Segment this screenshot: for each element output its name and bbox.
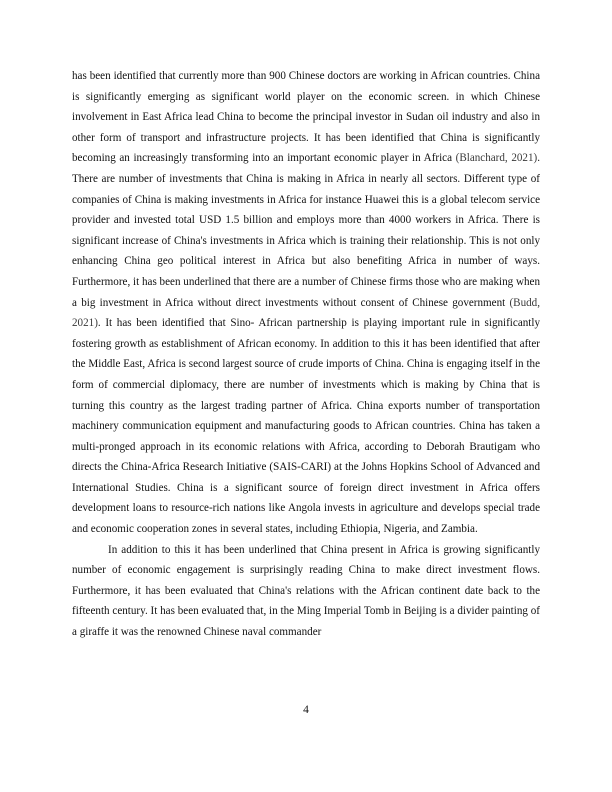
paragraph-text: . It has been identified that Sino- African partnership is playing important rule in significantly fostering growth as establishment of African economy. In addition to this it has been identified that after the Middle East, Africa is second largest source of crude imports of China. China is engaging itself in the form of commercial diplomacy, there are number of investments which is making by China that is turning this country as the largest trading partner of Africa. China exports number of transportation machinery communication equipment and manufacturing goods to African countries. China has taken a multi-pronged approach in its economic relations with Africa, according to Deborah Brautigam who directs the China-Africa Research Initiative (SAIS-CARI) at the Johns Hopkins School of Advanced and International Studies. China is a significant source of foreign direct investment in Africa offers development loans to resource-rich nations like Angola invests in agriculture and develops special trade and economic cooperation zones in several states, including Ethiopia, Nigeria, and Zambia. bbox=[72, 317, 540, 536]
paragraph-text: has been identified that currently more than 900 Chinese doctors are working in African countries. China is significantly emerging as significant world player on the economic screen. in which Chinese involvement in East Africa lead China to become the principal investor in Sudan oil industry and also in other form of transport and infrastructure projects. It has been identified that China is significantly becoming an increasingly transforming into an important economic player in Africa bbox=[72, 70, 540, 165]
body-text bbox=[72, 66, 540, 643]
paragraph: In addition to this it has been underlined that China present in Africa is growing significantly number of economic engagement is surprisingly reading China to make direct investment flows. Furthermore, it has been evaluated that China's relations with the African continent date back to the fifteenth century. It has been evaluated that, in the Ming Imperial Tomb in Beijing is a divider painting of a giraffe it was the renowned Chinese naval commander bbox=[72, 543, 540, 639]
citation: (Blanchard, 2021) bbox=[455, 152, 538, 165]
paragraph bbox=[72, 66, 540, 540]
citation: (Budd, 2021) bbox=[72, 296, 540, 330]
paragraph-text: . There are number of investments that China is making in Africa in nearly all sectors. Different type of companies of China is making investments in Africa for instance Huawei this is a global telecom service provider and invested total USD 1.5 billion and employs more than 4000 workers in Africa. There is significant increase of China's investments in Africa which is training their relationship. This is not only enhancing China geo political interest in Africa but also benefiting Africa in number of ways. Furthermore, it has been underlined that there are a number of Chinese firms those who are making when a big investment in Africa without direct investments without consent of Chinese government bbox=[72, 152, 540, 309]
page-number: 4 bbox=[303, 704, 309, 716]
